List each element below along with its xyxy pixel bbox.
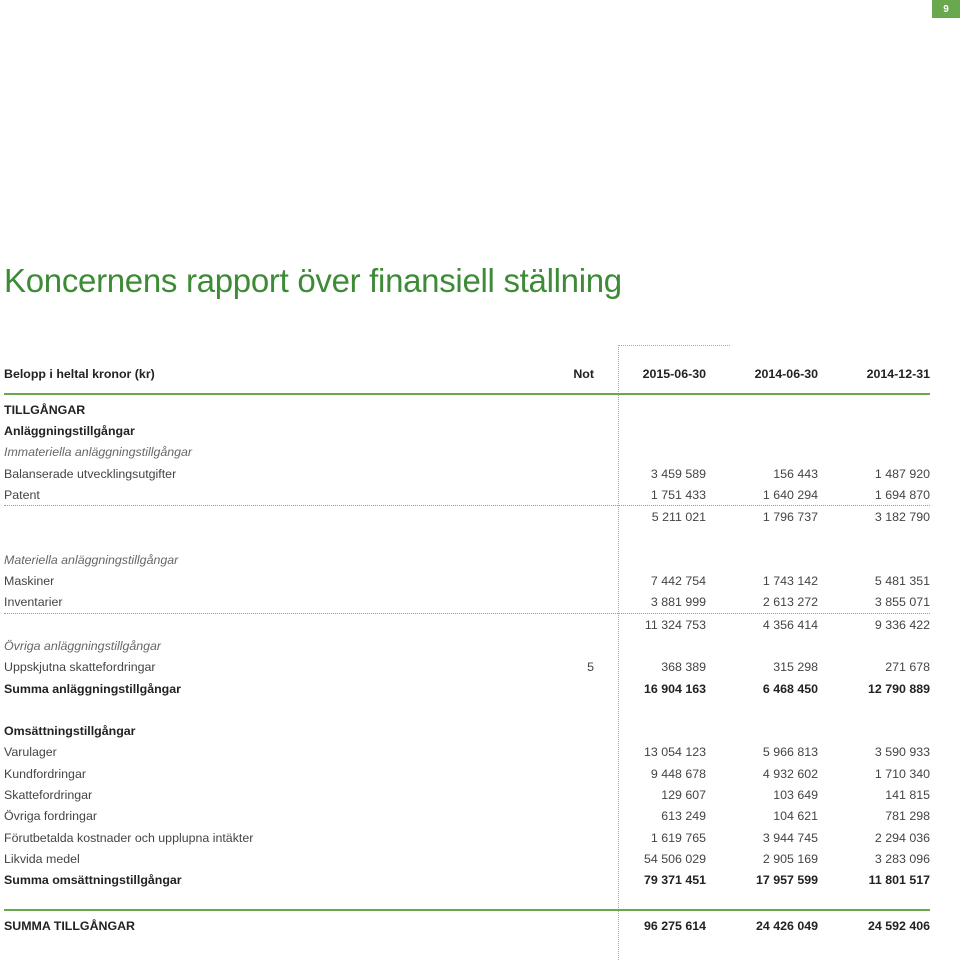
row-label: SUMMA TILLGÅNGAR (4, 918, 136, 933)
subsection-immateriella (4, 442, 930, 463)
value-2014-06-30: 24 426 049 (755, 918, 818, 933)
row-label: Omsättningstillgångar (4, 724, 136, 739)
value-2014-06-30: 103 649 (773, 787, 818, 802)
subsection-ovriga-anlaggning (4, 635, 930, 656)
balance-sheet-table (4, 361, 930, 938)
row-label: Summa anläggningstillgångar (4, 681, 181, 696)
table-row (4, 827, 930, 848)
value-2015-06-30: 16 904 163 (643, 681, 706, 696)
table-row (4, 848, 930, 869)
header-label: Belopp i heltal kronor (kr) (4, 367, 155, 381)
subtotal-row-immateriella (4, 506, 930, 527)
section-omsattningstillgangar (4, 720, 930, 741)
value-2015-06-30: 368 389 (661, 660, 706, 675)
row-label: Summa omsättningstillgångar (4, 873, 182, 888)
page-title: Koncernens rapport över finansiell ställning (4, 262, 622, 299)
header-col-2015-06-30: 2015-06-30 (642, 367, 706, 381)
header-col-2014-12-31: 2014-12-31 (866, 367, 930, 381)
value-2014-06-30: 6 468 450 (762, 681, 818, 696)
table-row (4, 763, 930, 784)
section-anlaggningstillgangar (4, 420, 930, 441)
total-row-anlaggningstillgangar (4, 678, 930, 699)
value-2014-06-30: 1 640 294 (762, 487, 818, 502)
row-label: Skattefordringar (4, 787, 93, 802)
row-label: Anläggningstillgångar (4, 423, 135, 438)
value-2015-06-30: 11 324 753 (644, 617, 706, 632)
value-2014-12-31: 5 481 351 (874, 574, 930, 589)
table-row (4, 484, 930, 506)
row-label: Övriga fordringar (4, 809, 97, 824)
value-2014-06-30: 156 443 (773, 466, 818, 481)
row-label: TILLGÅNGAR (4, 402, 86, 417)
row-label: Maskiner (4, 574, 55, 589)
row-spacer (4, 891, 930, 909)
value-2014-12-31: 3 590 933 (874, 745, 930, 760)
value-2014-12-31: 3 182 790 (874, 510, 930, 525)
value-2014-12-31: 12 790 889 (867, 681, 930, 696)
value-2014-06-30: 5 966 813 (762, 745, 818, 760)
row-label: Inventarier (4, 595, 63, 610)
value-2015-06-30: 3 881 999 (650, 595, 706, 610)
value-2014-12-31: 781 298 (885, 809, 930, 824)
row-label: Patent (4, 487, 40, 502)
row-label: Kundfordringar (4, 766, 86, 781)
table-row (4, 784, 930, 805)
grand-total-row (4, 914, 930, 938)
value-2015-06-30: 129 607 (661, 787, 706, 802)
header-note: Not (573, 367, 594, 381)
value-2015-06-30: 3 459 589 (650, 466, 706, 481)
value-2015-06-30: 1 619 765 (650, 830, 706, 845)
value-2014-06-30: 4 356 414 (762, 617, 818, 632)
value-2015-06-30: 7 442 754 (650, 574, 706, 589)
row-spacer (4, 699, 930, 720)
value-2014-06-30: 2 613 272 (762, 595, 818, 610)
value-2014-06-30: 1 743 142 (762, 574, 818, 589)
table-row (4, 742, 930, 763)
value-2015-06-30: 96 275 614 (643, 918, 706, 933)
value-2015-06-30: 613 249 (661, 809, 706, 824)
row-label: Balanserade utvecklingsutgifter (4, 466, 177, 481)
value-2014-12-31: 11 801 517 (868, 873, 930, 888)
table-row (4, 570, 930, 591)
value-2014-12-31: 9 336 422 (874, 617, 930, 632)
value-2015-06-30: 79 371 451 (643, 873, 706, 888)
row-label: Övriga anläggningstillgångar (4, 638, 162, 653)
total-row-omsattningstillgangar (4, 870, 930, 891)
row-label: Immateriella anläggningstillgångar (4, 445, 193, 460)
value-2014-12-31: 24 592 406 (867, 918, 930, 933)
value-2015-06-30: 13 054 123 (643, 745, 706, 760)
page-number-badge: 9 (932, 0, 960, 18)
value-2014-06-30: 3 944 745 (762, 830, 818, 845)
value-2014-12-31: 271 678 (885, 660, 930, 675)
row-label: Förutbetalda kostnader och upplupna intäkter (4, 830, 254, 845)
table-row (4, 592, 930, 614)
grand-total-rule (4, 909, 930, 911)
value-2014-12-31: 3 855 071 (874, 595, 930, 610)
value-2014-12-31: 1 710 340 (874, 766, 930, 781)
row-label: Materiella anläggningstillgångar (4, 552, 179, 567)
header-rule (4, 393, 930, 395)
value-2014-06-30: 315 298 (773, 660, 818, 675)
row-label: Uppskjutna skattefordringar (4, 660, 156, 675)
column-guide-cap (618, 345, 730, 346)
table-row (4, 463, 930, 484)
row-label: Varulager (4, 745, 57, 760)
value-2014-12-31: 1 487 920 (874, 466, 930, 481)
value-2014-06-30: 1 796 737 (762, 510, 818, 525)
table-row (4, 657, 930, 678)
value-2014-06-30: 17 957 599 (755, 873, 818, 888)
value-2015-06-30: 5 211 021 (651, 510, 706, 525)
value-2014-12-31: 141 815 (885, 787, 930, 802)
value-2015-06-30: 9 448 678 (650, 766, 706, 781)
value-2014-06-30: 104 621 (773, 809, 818, 824)
value-2015-06-30: 54 506 029 (643, 851, 706, 866)
value-2015-06-30: 1 751 433 (650, 487, 706, 502)
value-2014-12-31: 1 694 870 (874, 487, 930, 502)
value-2014-12-31: 2 294 036 (874, 830, 930, 845)
value-2014-06-30: 4 932 602 (762, 766, 818, 781)
section-tillgangar (4, 399, 930, 420)
table-row (4, 806, 930, 827)
table-header (4, 361, 930, 387)
header-col-2014-06-30: 2014-06-30 (754, 367, 818, 381)
value-2014-12-31: 3 283 096 (874, 851, 930, 866)
row-label: Likvida medel (4, 851, 80, 866)
row-spacer (4, 528, 930, 549)
value-2014-06-30: 2 905 169 (762, 851, 818, 866)
row-note: 5 (587, 660, 594, 675)
subtotal-row-materiella (4, 614, 930, 635)
subsection-materiella (4, 549, 930, 570)
